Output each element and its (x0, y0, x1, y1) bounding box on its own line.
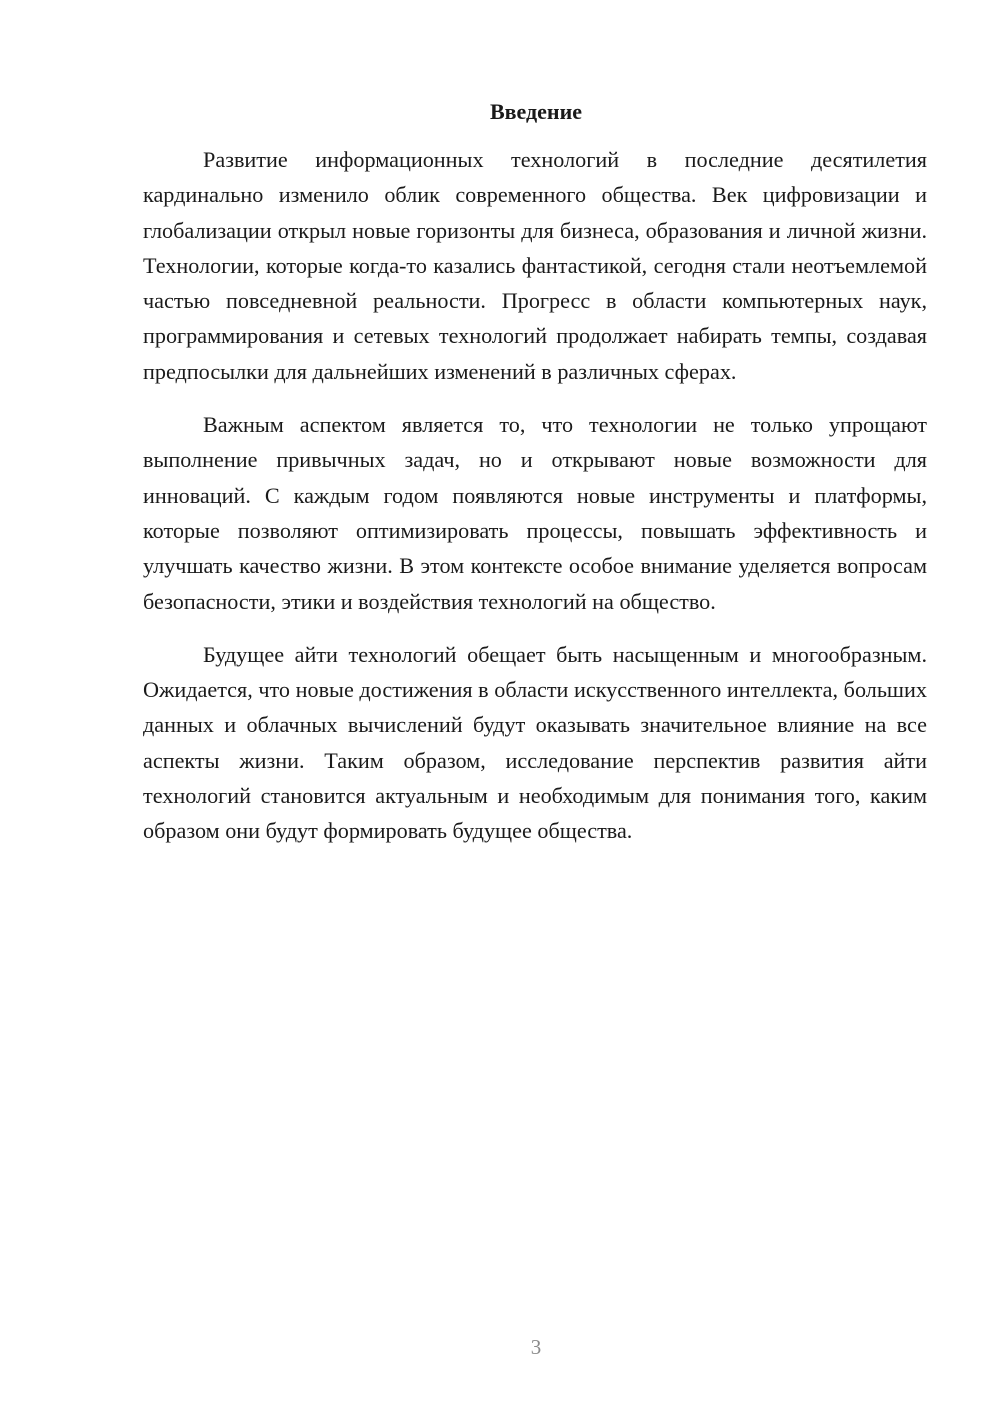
page-number: 3 (530, 1335, 542, 1359)
paragraph-3: Будущее айти технологий обещает быть насыщенным и многообразным. Ожидается, что новые достижения в области искусственного интеллекта, больших данных и облачных вычислений будут оказывать значительное влияние на все аспекты жизни. Таким образом, исследование перспектив развития айти технологий становится актуальным и необходимым для понимания того, каким образом они будут формировать будущее общества. (143, 641, 927, 844)
section-heading: Введение (489, 99, 583, 124)
paragraph-1: Развитие информационных технологий в последние десятилетия кардинально изменило облик современного общества. Век цифровизации и глобализации открыл новые горизонты для бизнеса, образования и личной жизни. Технологии, которые когда-то казались фантастикой, сегодня стали неотъемлемой частью повседневной реальности. Прогресс в области компьютерных наук, программирования и сетевых технологий продолжает набирать темпы, создавая предпосылки для дальнейших изменений в различных сферах. (143, 147, 927, 384)
paragraph-2: Важным аспектом является то, что технологии не только упрощают выполнение привычных задач, но и открывают новые возможности для инноваций. С каждым годом появляются новые инструменты и платформы, которые позволяют оптимизировать процессы, повышать эффективность и улучшать качество жизни. В этом контексте особое внимание уделяется вопросам безопасности, этики и воздействия технологий на общество. (143, 412, 927, 614)
document-body (143, 142, 927, 867)
